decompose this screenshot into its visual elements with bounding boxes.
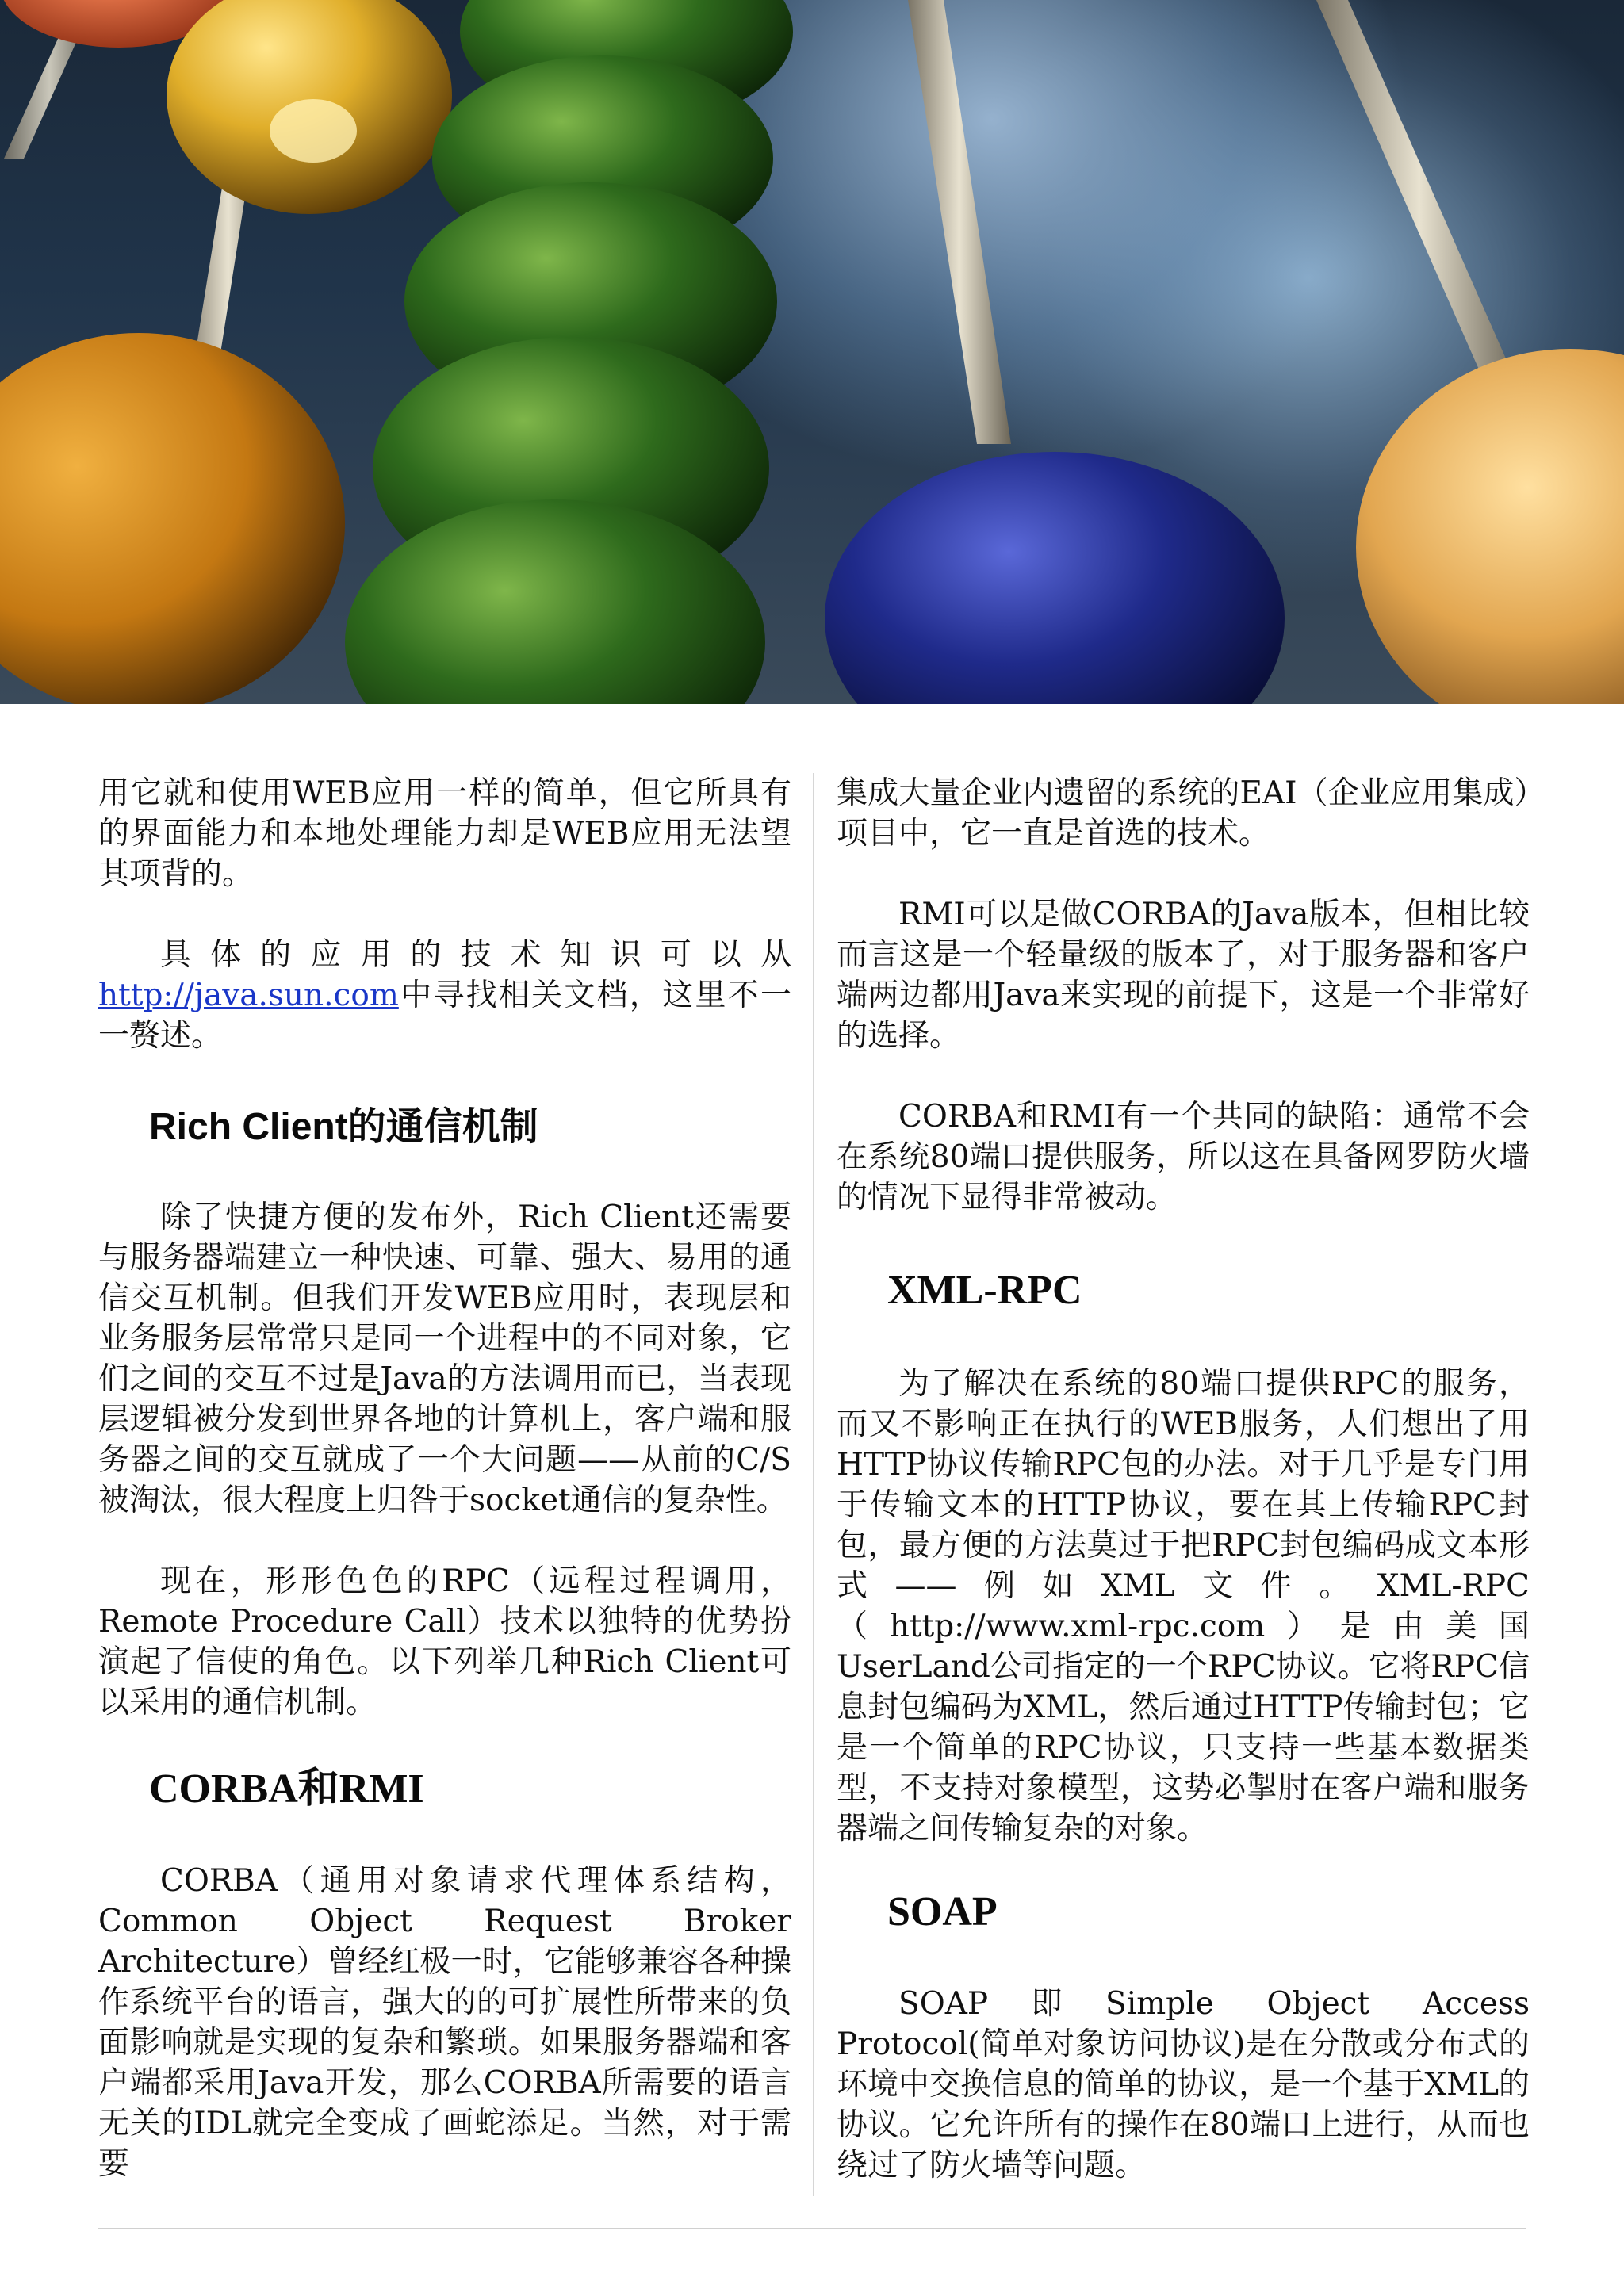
intro-paragraph: 用它就和使用WEB应用一样的简单，但它所具有的界面能力和本地处理能力却是WEB应用无法望其项背的。	[98, 775, 791, 892]
eai-paragraph: 集成大量企业内遗留的系统的EAI（企业应用集成）项目中，它一直是首选的技术。	[837, 775, 1530, 851]
abacus-illustration	[0, 0, 1624, 704]
firewall-paragraph: CORBA和RMI有一个共同的缺陷：通常不会在系统80端口提供服务，所以这在具备网罗防火墙的情况下显得非常被动。	[837, 1099, 1530, 1215]
resources-text-before: 具体的应用的技术知识可以从	[160, 937, 791, 973]
right-column	[837, 773, 1530, 2186]
resources-text-after: 中寻找相关文档，这里不一一赘述。	[98, 978, 791, 1054]
rmi-paragraph: RMI可以是做CORBA的Java版本，但相比较而言这是一个轻量级的版本了，对于服务器和客户端两边都用Java来实现的前提下，这是一个非常好的选择。	[837, 897, 1530, 1054]
xml-rpc-paragraph: 为了解决在系统的80端口提供RPC的服务，而又不影响正在执行的WEB服务，人们想出了用HTTP协议传输RPC包的办法。对于几乎是专门用于传输文本的HTTP协议，要在其上传输RPC封包，最方便的方法莫过于把RPC封包编码成文本形式——例如XML文件。XML-RPC（http://www.xml-rpc.com）是由美国UserLand公司指定的一个RPC协议。它将RPC信息封包编码为XML，然后通过HTTP传输封包；它是一个简单的RPC协议，只支持一些基本数据类型，不支持对象模型，这势必掣肘在客户端和服务器端之间传输复杂的对象。	[837, 1366, 1530, 1846]
java-sun-link[interactable]: http://java.sun.com	[98, 978, 399, 1013]
heading-corba-rmi: CORBA和RMI	[149, 1766, 424, 1812]
heading-xml-rpc: XML-RPC	[887, 1268, 1082, 1313]
left-column	[98, 773, 791, 2184]
soap-paragraph: SOAP即Simple Object Access Protocol(简单对象访问协议)是在分散或分布式的环境中交换信息的简单的协议，是一个基于XML的协议。它允许所有的操作在80端口上进行，从而也绕过了防火墙等问题。	[837, 1986, 1530, 2183]
column-divider	[813, 773, 814, 2196]
corba-paragraph: CORBA（通用对象请求代理体系结构，Common Object Request Broker Architecture）曾经红极一时，它能够兼容各种操作系统平台的语言，强大的的可扩展性所带来的负面影响就是实现的复杂和繁琐。如果服务器端和客户端都采用Java开发，那么CORBA所需要的语言无关的IDL就完全变成了画蛇添足。当然，对于需要	[98, 1863, 791, 2182]
rich-client-paragraph: 除了快捷方便的发布外，Rich Client还需要与服务器端建立一种快速、可靠、强大、易用的通信交互机制。但我们开发WEB应用时，表现层和业务服务层常常只是同一个进程中的不同对象，它们之间的交互不过是Java的方法调用而已，当表现层逻辑被分发到世界各地的计算机上，客户端和服务器之间的交互就成了一个大问题——从前的C/S被淘汰，很大程度上归咎于socket通信的复杂性。	[98, 1200, 791, 1518]
hero-abacus-photo	[0, 0, 1624, 704]
heading-rich-client: Rich Client的通信机制	[149, 1106, 538, 1148]
heading-soap: SOAP	[887, 1889, 998, 1934]
footer-rule	[98, 2228, 1526, 2229]
resources-paragraph	[98, 935, 791, 1056]
rpc-paragraph: 现在，形形色色的RPC（远程过程调用，Remote Procedure Call）技术以独特的优势扮演起了信使的角色。以下列举几种Rich Client可以采用的通信机制。	[98, 1563, 791, 1720]
